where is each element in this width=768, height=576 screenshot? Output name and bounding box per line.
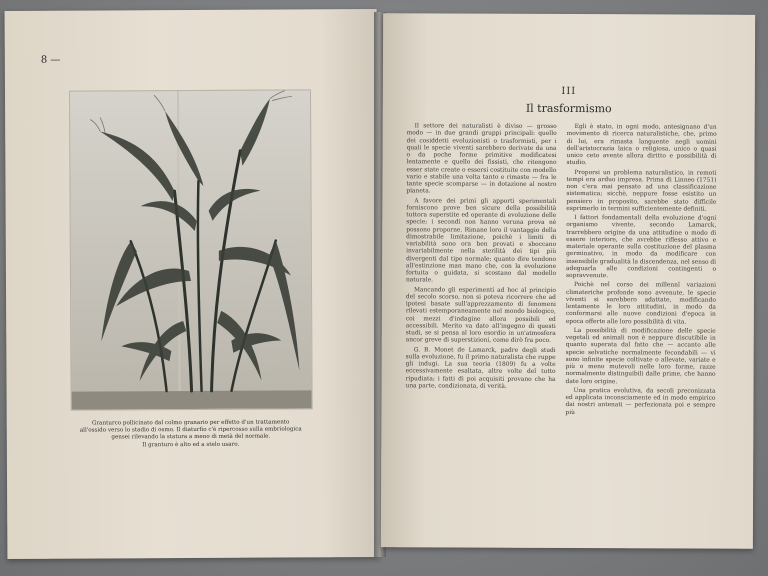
paragraph: Proporsi un problema naturalistico, in remoti tempi era arduo impresa. Prima di Linneo (1751) non c'era mai pensato ad una classificazione sistematica; sicchè, neppure fosse esistito un pensiero in proposito, sarebbe stato difficile esprimerlo in termini sufficientemente definiti. — [566, 169, 717, 213]
paragraph: Poichè nel corso dei millennî variazioni climateriche profonde sono avvenute, le specie viventi si sarebbero adattate, modificando lentamente le loro attitudini, in modo da conformarsi alle nuove condizioni d'epoca in epoca offerte alle loro possibilità di vita. — [565, 282, 716, 326]
paragraph: La possibilità di modificazione delle specie vegetali ed animali non è neppure discutibile in quanto superata dal fatto che — accanto alle specie selvatiche normalmente fecondabili — vi sono infinite specie coltivate o allevate, variate e più o meno mutevoli nelle loro forme, razze normalmente distinguibili dalle prime, che hanno date loro origine. — [565, 327, 716, 385]
text-column-left — [406, 123, 557, 393]
caption-line: Il granturo è alto ed a stelo usaro. — [142, 441, 240, 448]
chapter-title: Il trasformismo — [525, 101, 612, 116]
right-page — [381, 13, 755, 549]
paragraph: Mancando gli esperimenti ad hoc al principio del secolo scorso, non si poteva ricorrere che ad ipotesi basate sull'apprezzamento di fenomeni rilevati estemporaneamente nel mondo biologico, coi mezzi d'indagine allora possibili ed accessibili. Merito va dato all'ingegno di questi studi, se si pensa al loro esordio in un'atmosfera ancor greve di superstizioni, come dirò fra poco. — [405, 286, 556, 345]
paragraph: G. B. Monet de Lamarck, padre degli studi sulla evoluzione, fu il primo naturalista che ruppe gli indugi. La sua teoria (1809) fu a volte eccessivamente esaltata, altre volte del tutto ripudiata; i fatti di poi acquisiti provano che ha una parte, condizionata, di verità. — [405, 346, 556, 390]
chapter-number: III — [561, 85, 577, 98]
caption-line: all'ossido verso lo stadio di osmo. Il diaturfio c'è ripercosso sulla embriologica — [79, 426, 302, 434]
plant-photo-illustration — [70, 90, 312, 409]
paragraph: Una pratica evolutiva, da secoli preconizzata ed applicata inconsciamente ed in modo empirico dai nostri antenati — perfezionata poi e sempre più — [565, 387, 716, 416]
caption-line: Granturco pollicinato dal colmo granario per effetto d'un trattamento — [91, 419, 290, 427]
paragraph: Il settore dei naturalisti è diviso — grosso modo — in due grandi gruppi principali: quello dei cosiddetti evoluzionisti o trasformisti, per i quali le specie viventi sarebbero derivate da una o da poche forme primitive modificatesi lentamente e quello dei fissisti, che ritengono esser state create o essersi costituite con modello vario e stabile una volta tanto e rimaste — fra le tante specie scomparse — in dotazione al nostro pianeta. — [406, 123, 557, 195]
plant-photograph — [69, 89, 313, 410]
photo-caption — [71, 419, 311, 449]
left-page — [5, 9, 380, 559]
page-number: 8 — — [40, 54, 61, 66]
paragraph: A favore dei primi gli apporti sperimentali forniscono prove ben sicure della possibilità tuttora superstite ed operante di evoluzione delle specie; i secondi non hanno veruna prova nè possono proporne. Rimane loro il vantaggio della dimostrabile limitazione, poichè i limiti di variabilità sono ora ben provati e sboccano invariabilmente nella sterilità dei tipi più divergenti dal tipo normale; quanto dire tendono all'estinzione man mano che, con la evoluzione fortuita o guidata, si scostano dal modello naturale. — [405, 197, 557, 284]
caption-line: gensei rilevando la statura a meno di metà del normale. — [111, 433, 271, 441]
text-column-right — [565, 124, 716, 419]
paragraph: Egli è stato, in ogni modo, antesignano d'un movimento di ricerca naturalistiche, che, primo di lui, era rimasta languente negli uomini dell'aristocrazia laica o religiosa, unico o quasi unico ceto avente allora diritto e possibilità di studio. — [566, 124, 717, 167]
paragraph: I fattori fondamentali della evoluzione d'ogni organismo vivente, secondo Lamarck, trarrebbero origine da una attitudine o modo di essere interiore, che avrebbe riflesso attivo e materiale operante sulla costituzione del plasma germinativo, in modo da modificare con insensibile gradualità la discendenza, nel senso di adeguarla alle condizioni contingenti o sopravvenute. — [566, 215, 717, 280]
